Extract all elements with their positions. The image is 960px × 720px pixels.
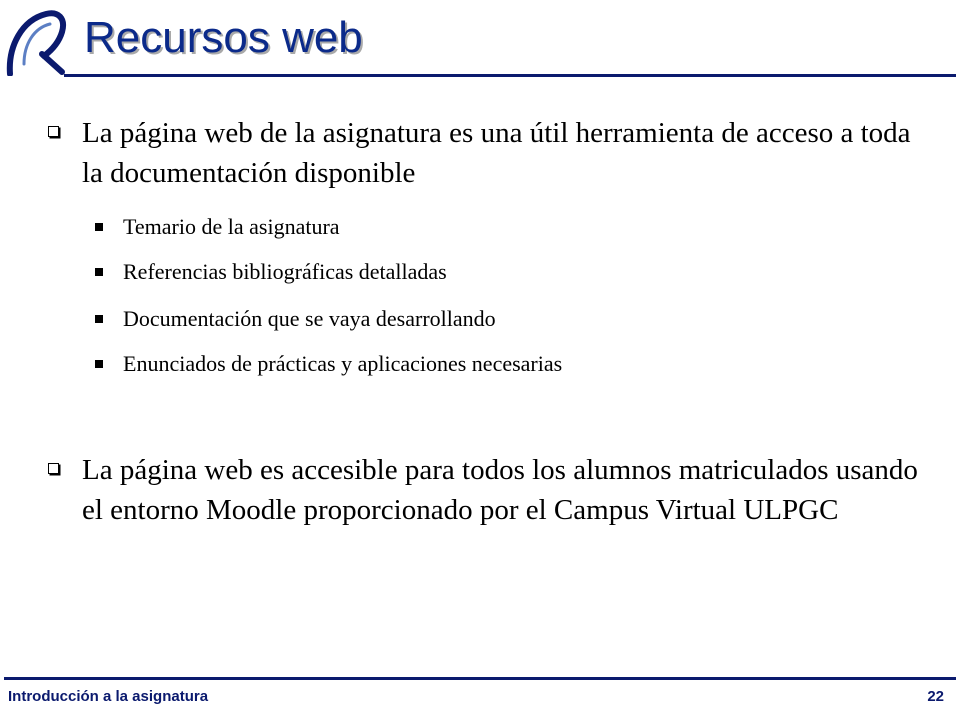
sub-bullet-item xyxy=(95,350,562,378)
sub-bullet-text: Referencias bibliográficas detalladas xyxy=(123,259,447,284)
footer-divider xyxy=(4,677,956,680)
footer-course-title: Introducción a la asignatura xyxy=(8,688,209,705)
sub-bullet-text: Temario de la asignatura xyxy=(123,214,340,239)
bullet-item xyxy=(48,113,932,193)
sub-bullet-item xyxy=(95,305,496,333)
filled-square-bullet-icon xyxy=(95,223,103,231)
bullet-text: La página web de la asignatura es una útil herramienta de acceso a toda la documentación disponible xyxy=(82,117,911,189)
slide-title: Recursos web xyxy=(84,13,363,62)
hollow-square-bullet-icon xyxy=(48,463,59,474)
bullet-item xyxy=(48,450,932,530)
sub-bullet-item xyxy=(95,213,340,241)
sub-bullet-item xyxy=(95,258,447,286)
hollow-square-bullet-icon xyxy=(48,126,59,137)
page-number: 22 xyxy=(927,688,944,705)
filled-square-bullet-icon xyxy=(95,315,103,323)
sub-bullet-text: Documentación que se vaya desarrollando xyxy=(123,306,496,331)
filled-square-bullet-icon xyxy=(95,360,103,368)
bullet-text: La página web es accesible para todos los alumnos matriculados usando el entorno Moodle proporcionado por el Campus Virtual ULPGC xyxy=(82,454,918,526)
sub-bullet-text: Enunciados de prácticas y aplicaciones necesarias xyxy=(123,351,563,376)
filled-square-bullet-icon xyxy=(95,268,103,276)
